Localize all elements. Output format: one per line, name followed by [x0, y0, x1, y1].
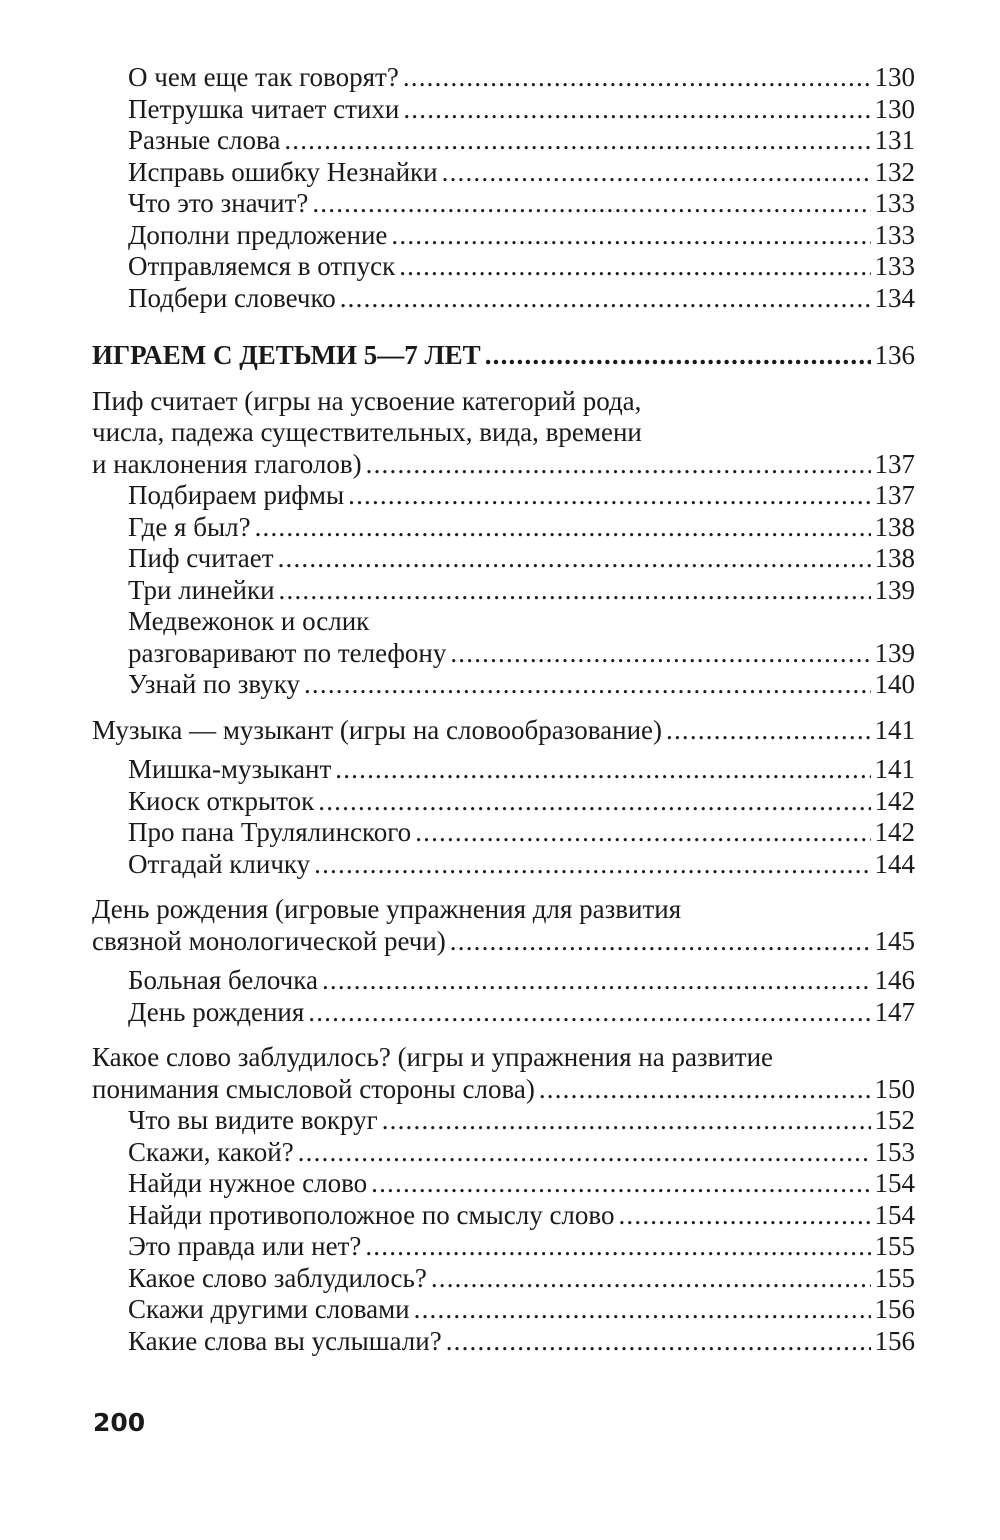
table-of-contents	[0, 62, 1000, 1357]
entry-page: 137	[874, 480, 915, 510]
entry-page: 138	[874, 511, 915, 542]
entry-title: Какое слово заблудилось?	[128, 1262, 427, 1293]
section-title-line: День рождения (игровые упражнения для развития	[92, 894, 682, 924]
toc-entry	[128, 669, 915, 701]
entry-title-line: разговаривают по телефону	[128, 637, 447, 668]
dot-leader	[312, 188, 870, 220]
dot-leader	[298, 1137, 871, 1169]
entry-page: 130	[874, 93, 915, 124]
entry-title: Скажи, какой?	[128, 1136, 294, 1167]
toc-section-entry	[92, 449, 915, 481]
entry-page: 133	[874, 251, 915, 281]
dot-leader	[322, 965, 871, 997]
dot-leader	[446, 1326, 871, 1358]
section-title: Музыка — музыкант (игры на словообразование)	[92, 714, 663, 745]
entry-title-line: Медвежонок и ослик	[128, 606, 370, 636]
entry-title: Где я был?	[128, 511, 251, 542]
toc-entry	[128, 849, 915, 881]
section-title-line: числа, падежа существительных, вида, времени	[92, 417, 642, 447]
entry-title: Подбери словечко	[128, 282, 336, 313]
toc-entry	[128, 543, 915, 575]
dot-leader	[539, 1074, 871, 1106]
entry-title: Отправляемся в отпуск	[128, 251, 396, 281]
entry-page: 138	[874, 543, 915, 573]
section-page: 150	[874, 1073, 915, 1104]
dot-leader	[382, 1105, 871, 1137]
dot-leader	[304, 669, 871, 701]
entry-title: Больная белочка	[128, 965, 318, 995]
toc-entry	[128, 1326, 915, 1358]
entry-page: 156	[874, 1294, 915, 1324]
section-page: 145	[874, 925, 915, 956]
entry-page: 131	[874, 125, 915, 155]
entry-title: Узнай по звуку	[128, 669, 300, 699]
section-page: 137	[874, 448, 915, 479]
entry-page: 153	[874, 1136, 915, 1167]
entry-page: 133	[874, 188, 915, 218]
toc-entry	[128, 1168, 915, 1200]
toc-entry	[128, 125, 915, 157]
heading-title: ИГРАЕМ С ДЕТЬМИ 5—7 ЛЕТ	[92, 340, 481, 370]
section-page: 141	[874, 714, 915, 745]
toc-entry	[128, 62, 915, 94]
section-title-line: связной монологической речи)	[92, 925, 446, 956]
entry-page: 154	[874, 1199, 915, 1230]
entry-title: Исправь ошибку Незнайки	[128, 156, 438, 187]
section-title-line: понимания смысловой стороны слова)	[92, 1073, 535, 1104]
section-title-line: Какое слово заблудилось? (игры и упражнения на развитие	[92, 1042, 774, 1072]
entry-page: 133	[874, 219, 915, 250]
dot-leader	[415, 817, 870, 849]
toc-entry	[128, 754, 915, 786]
dot-leader	[255, 512, 871, 544]
entry-page: 132	[874, 156, 915, 187]
toc-entry	[128, 575, 915, 607]
toc-section-entry	[92, 715, 915, 747]
toc-section-entry	[92, 1074, 915, 1106]
entry-page: 134	[874, 282, 915, 313]
section-title-line: и наклонения глаголов)	[92, 448, 362, 479]
entry-title: Мишка-музыкант	[128, 754, 332, 784]
dot-leader	[340, 283, 871, 315]
entry-page: 140	[874, 669, 915, 699]
dot-leader	[278, 543, 871, 575]
entry-title: Подбираем рифмы	[128, 480, 345, 510]
entry-page: 155	[874, 1262, 915, 1293]
entry-title: Найди нужное слово	[128, 1168, 368, 1198]
dot-leader	[442, 157, 871, 189]
entry-page: 154	[874, 1168, 915, 1198]
toc-entry	[128, 251, 915, 283]
dot-leader	[366, 449, 871, 481]
entry-title: Пиф считает	[128, 543, 274, 573]
toc-entry	[128, 997, 915, 1029]
dot-leader	[403, 62, 871, 94]
toc-entry	[128, 1137, 915, 1169]
entry-title: Петрушка читает стихи	[128, 93, 400, 124]
dot-leader	[279, 575, 871, 607]
toc-part-heading	[92, 340, 915, 372]
dot-leader	[450, 638, 870, 670]
entry-page: 155	[874, 1231, 915, 1261]
toc-entry	[128, 965, 915, 997]
entry-page: 130	[874, 62, 915, 92]
entry-page: 146	[874, 965, 915, 995]
dot-leader	[399, 251, 870, 283]
toc-entry	[128, 512, 915, 544]
dot-leader	[414, 1294, 871, 1326]
entry-title: Что это значит?	[128, 188, 309, 218]
entry-title: О чем еще так говорят?	[128, 62, 399, 92]
dot-leader	[318, 786, 870, 818]
toc-entry	[128, 157, 915, 189]
toc-entry	[128, 1231, 915, 1263]
entry-page: 139	[874, 637, 915, 668]
toc-entry	[128, 480, 915, 512]
entry-title: Дополни предложение	[128, 219, 388, 250]
dot-leader	[391, 220, 870, 252]
section-title-line: Пиф считает (игры на усвоение категорий рода,	[92, 385, 642, 416]
dot-leader	[431, 1263, 871, 1295]
entry-title: Что вы видите вокруг	[128, 1105, 378, 1135]
entry-page: 139	[874, 574, 915, 605]
entry-page: 142	[874, 817, 915, 847]
dot-leader	[403, 94, 870, 126]
dot-leader	[314, 849, 870, 881]
entry-title: Какие слова вы услышали?	[128, 1325, 442, 1356]
entry-title: Три линейки	[128, 574, 275, 605]
toc-entry	[128, 283, 915, 315]
toc-entry	[128, 817, 915, 849]
entry-page: 152	[874, 1105, 915, 1135]
toc-entry	[128, 1200, 915, 1232]
toc-entry	[128, 1263, 915, 1295]
entry-page: 144	[874, 848, 915, 879]
entry-title: День рождения	[128, 996, 305, 1027]
dot-leader	[371, 1168, 870, 1200]
entry-page: 147	[874, 996, 915, 1027]
entry-title: Киоск открыток	[128, 785, 315, 816]
toc-section-entry	[92, 926, 915, 958]
dot-leader	[365, 1231, 870, 1263]
dot-leader	[348, 480, 870, 512]
page-number: 200	[93, 1408, 146, 1437]
dot-leader	[308, 997, 870, 1029]
heading-page: 136	[874, 340, 915, 370]
entry-title: Разные слова	[128, 125, 281, 155]
entry-page: 141	[874, 754, 915, 784]
entry-title: Это правда или нет?	[128, 1231, 362, 1261]
toc-entry	[128, 94, 915, 126]
toc-entry	[128, 786, 915, 818]
entry-page: 156	[874, 1325, 915, 1356]
entry-title: Про пана Трулялинского	[128, 817, 412, 847]
toc-entry	[128, 220, 915, 252]
entry-title: Найди противоположное по смыслу слово	[128, 1199, 615, 1230]
entry-title: Отгадай кличку	[128, 848, 311, 879]
dot-leader	[618, 1200, 870, 1232]
entry-page: 142	[874, 785, 915, 816]
dot-leader	[335, 754, 870, 786]
dot-leader	[450, 926, 871, 958]
toc-entry	[128, 638, 915, 670]
toc-entry	[128, 1294, 915, 1326]
entry-title: Скажи другими словами	[128, 1294, 410, 1324]
dot-leader	[666, 715, 870, 747]
toc-entry	[128, 1105, 915, 1137]
toc-entry	[128, 188, 915, 220]
dot-leader	[284, 125, 870, 157]
dot-leader	[485, 340, 871, 372]
